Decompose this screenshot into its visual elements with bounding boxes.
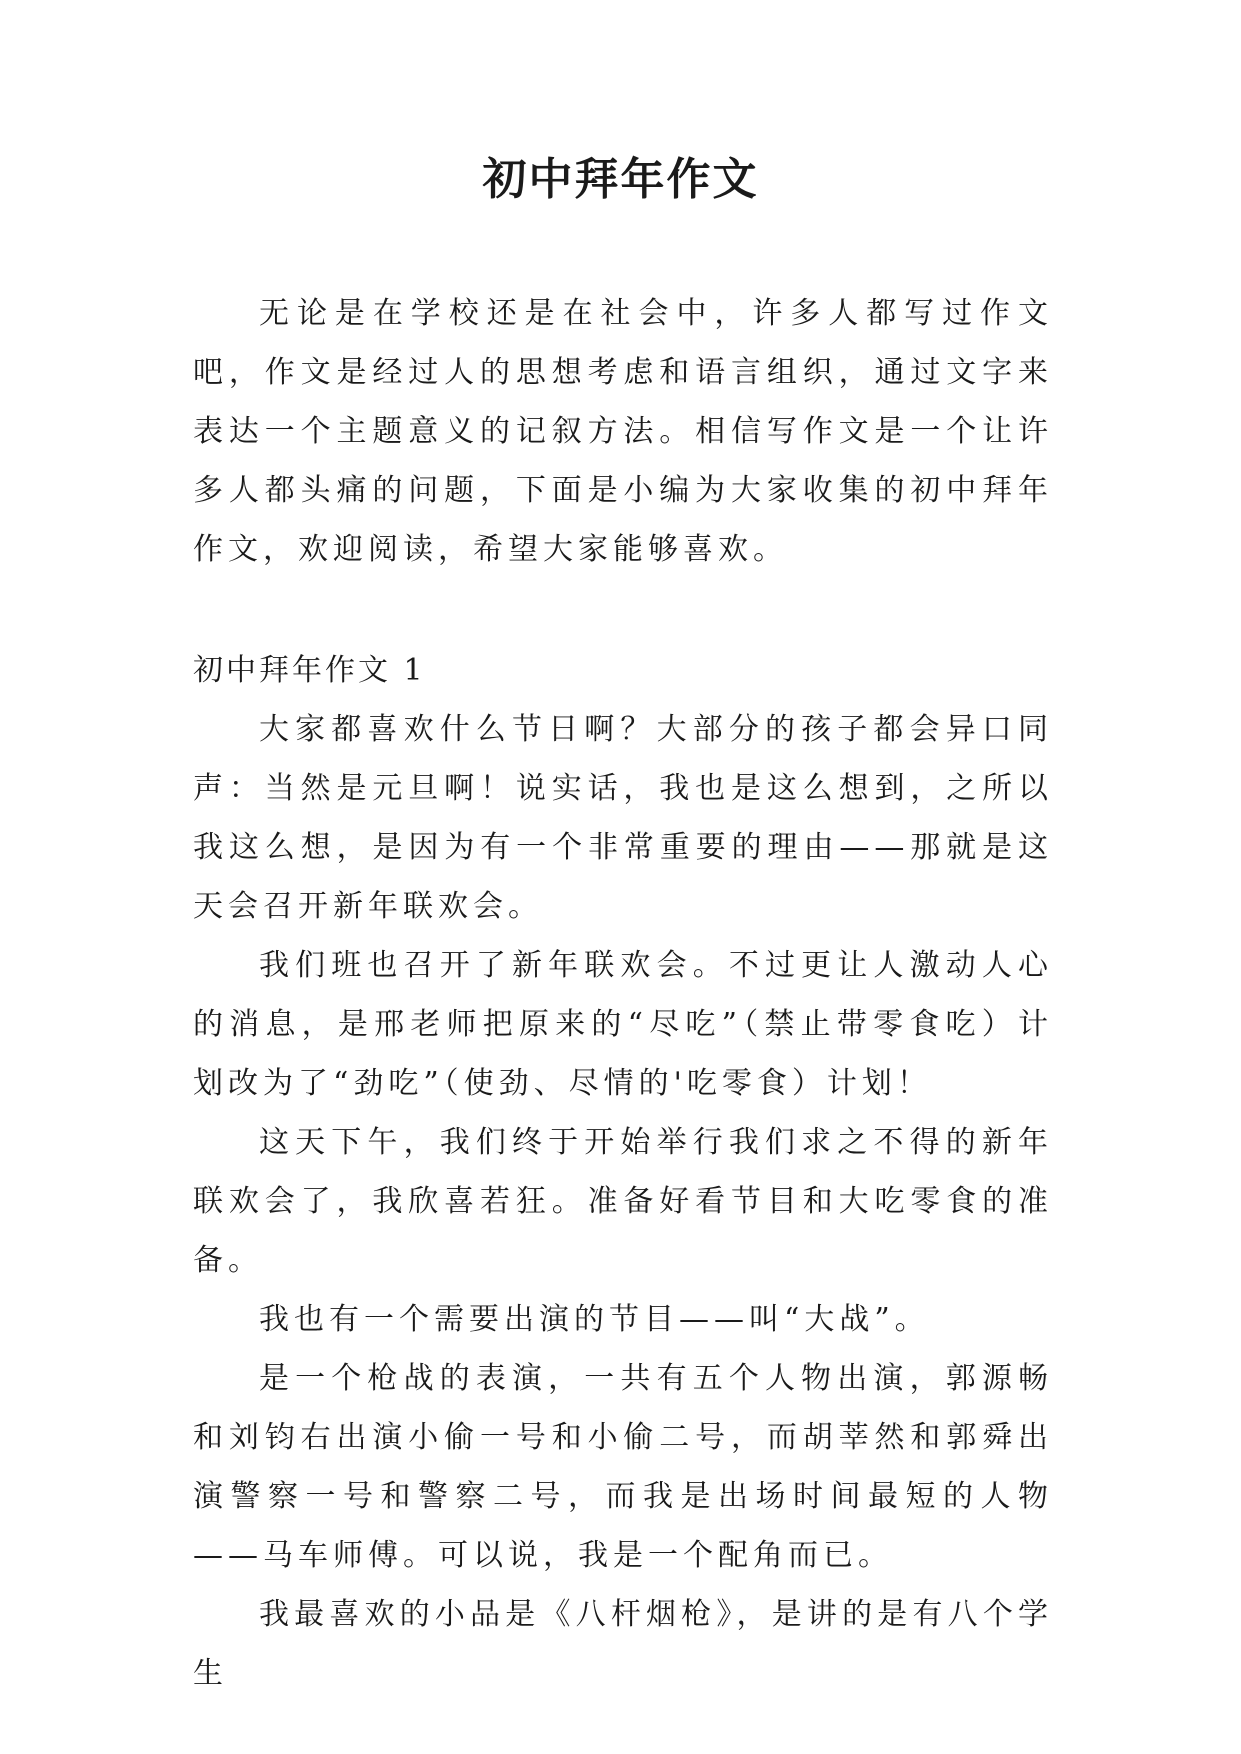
intro-paragraph: 无论是在学校还是在社会中，许多人都写过作文吧，作文是经过人的思想考虑和语言组织，通过文字来表达一个主题意义的记叙方法。相信写作文是一个让许多人都头痛的问题，下面是小编为大家收集的初中拜年作文，欢迎阅读，希望大家能够喜欢。	[193, 296, 1053, 567]
body-paragraph: 大家都喜欢什么节日啊？大部分的孩子都会异口同声：当然是元旦啊！说实话，我也是这么想到，之所以我这么想，是因为有一个非常重要的理由——那就是这天会召开新年联欢会。	[193, 712, 1053, 924]
body-paragraph: 我最喜欢的小品是《八杆烟枪》，是讲的是有八个学生	[193, 1597, 1053, 1691]
body-paragraph: 是一个枪战的表演，一共有五个人物出演，郭源畅和刘钧右出演小偷一号和小偷二号，而胡莘然和郭舜出演警察一号和警察二号，而我是出场时间最短的人物——马车师傅。可以说，我是一个配角而已。	[193, 1361, 1053, 1573]
body-paragraph: 我们班也召开了新年联欢会。不过更让人激动人心的消息，是邢老师把原来的“尽吃”（禁止带零食吃）计划改为了“劲吃”（使劲、尽情的'吃零食）计划！	[193, 948, 1053, 1101]
document-body	[193, 284, 1053, 1703]
section-heading: 初中拜年作文 1	[193, 653, 426, 688]
body-paragraph: 这天下午，我们终于开始举行我们求之不得的新年联欢会了，我欣喜若狂。准备好看节目和大吃零食的准备。	[193, 1125, 1053, 1278]
document-title: 初中拜年作文	[482, 154, 759, 205]
body-paragraph: 我也有一个需要出演的节目——叫“大战”。	[259, 1302, 930, 1337]
